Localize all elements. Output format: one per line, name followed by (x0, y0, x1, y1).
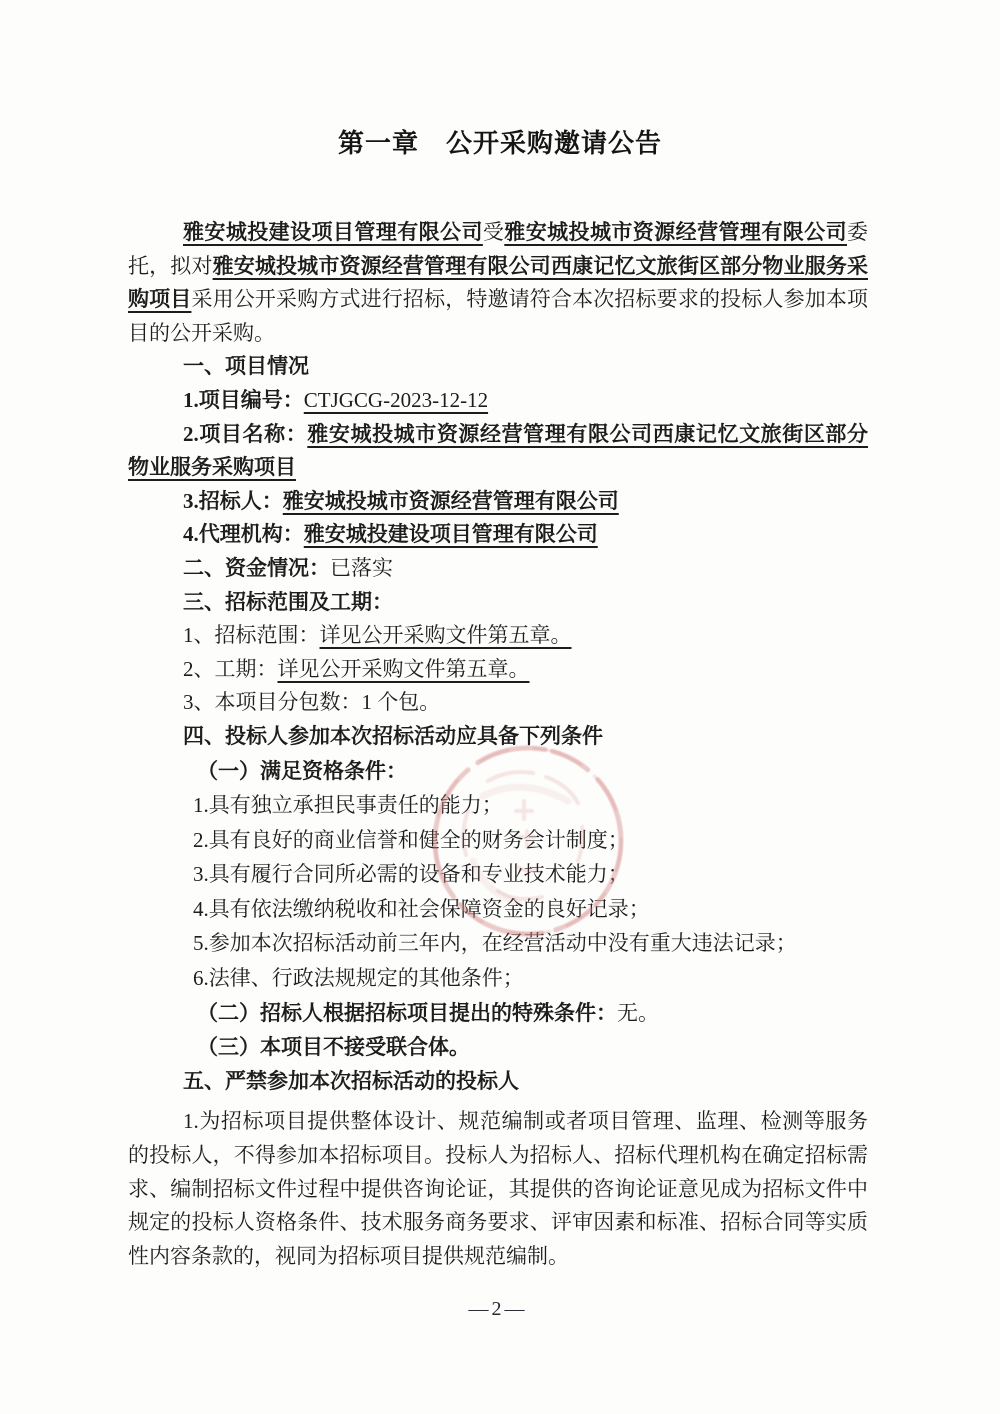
funding-value: 已落实 (330, 555, 393, 580)
qualification-item: 4.具有依法缴纳税收和社会保障资金的良好记录； (193, 896, 650, 921)
intro-text: 委托，拟对 (128, 220, 869, 278)
duration-label: 2、工期： (183, 656, 278, 681)
chapter-title: 第一章 公开采购邀请公告 (337, 129, 662, 158)
special-conditions-label: （二）招标人根据招标项目提出的特殊条件： (197, 1000, 617, 1025)
consortium-line: （三）本项目不接受联合体。 (197, 1035, 470, 1060)
special-conditions-line (128, 997, 868, 1031)
prohibited-bidders-paragraph: 1.为招标项目提供整体设计、规范编制或者项目管理、监理、检测等服务的投标人，不得参加本招标项目。投标人为招标人、招标代理机构在确定招标需求、编制招标文件过程中提供咨询论证，其提供的咨询论证意见成为招标文件中规定的投标人资格条件、技术服务商务要求、评审因素和标准、招标合同等实质性内容条款的，视同为招标项目提供规范编制。 (128, 1109, 868, 1268)
scope-label: 1、招标范围： (183, 623, 320, 648)
section3-heading: 三、招标范围及工期： (183, 589, 393, 614)
document-body (128, 216, 868, 1273)
project-number-line (128, 384, 868, 418)
page-number: —2— (468, 1298, 528, 1320)
special-conditions-value: 无。 (617, 1000, 659, 1025)
tenderee-value: 雅安城投城市资源经营管理有限公司 (282, 488, 619, 513)
tenderee-label: 3.招标人： (183, 488, 283, 513)
section5-heading: 五、严禁参加本次招标活动的投标人 (183, 1068, 519, 1093)
qualification-heading: （一）满足资格条件： (197, 758, 407, 783)
scope-value: 详见公开采购文件第五章。 (319, 623, 572, 648)
project-name-label: 2.项目名称： (183, 421, 308, 446)
project-number-label: 1.项目编号： (183, 387, 304, 412)
agency-company-name: 雅安城投建设项目管理有限公司 (183, 220, 483, 244)
qualification-item: 1.具有独立承担民事责任的能力； (193, 793, 503, 818)
qualification-item: 3.具有履行合同所必需的设备和专业技术能力； (193, 862, 629, 887)
funding-label: 二、资金情况： (183, 555, 330, 580)
duration-line (128, 653, 868, 687)
scope-line (128, 619, 868, 653)
qualification-item: 6.法律、行政法规规定的其他条件； (193, 966, 524, 991)
package-count-line: 3、本项目分包数：1 个包。 (183, 690, 441, 715)
section1-heading: 一、项目情况 (183, 354, 309, 379)
project-name-line (128, 418, 868, 485)
project-number-value: CTJGCG-2023-12-12 (303, 387, 489, 412)
qualification-item: 2.具有良好的商业信誉和健全的财务会计制度； (193, 827, 629, 852)
duration-value: 详见公开采购文件第五章。 (277, 656, 530, 681)
project-name-value: 雅安城投城市资源经营管理有限公司西康记忆文旅街区部分物业服务采购项目 (128, 421, 869, 480)
tenderee-line (128, 485, 868, 519)
qualification-block (128, 755, 868, 1065)
intro-text: 采用公开采购方式进行招标，特邀请符合本次招标要求的投标人参加本项目的公开采购。 (128, 287, 869, 345)
agency-value: 雅安城投建设项目管理有限公司 (303, 522, 598, 547)
funding-line (128, 552, 868, 586)
intro-paragraph (128, 216, 868, 350)
agency-line (128, 518, 868, 552)
project-name: 雅安城投城市资源经营管理有限公司西康记忆文旅街区部分物业服务采购项目 (128, 253, 869, 312)
section4-heading: 四、投标人参加本次招标活动应具备下列条件 (183, 723, 603, 748)
client-company-name: 雅安城投城市资源经营管理有限公司 (504, 220, 848, 244)
qualification-item: 5.参加本次招标活动前三年内，在经营活动中没有重大违法记录； (193, 931, 797, 956)
agency-label: 4.代理机构： (183, 522, 304, 547)
intro-text: 受 (482, 220, 505, 244)
